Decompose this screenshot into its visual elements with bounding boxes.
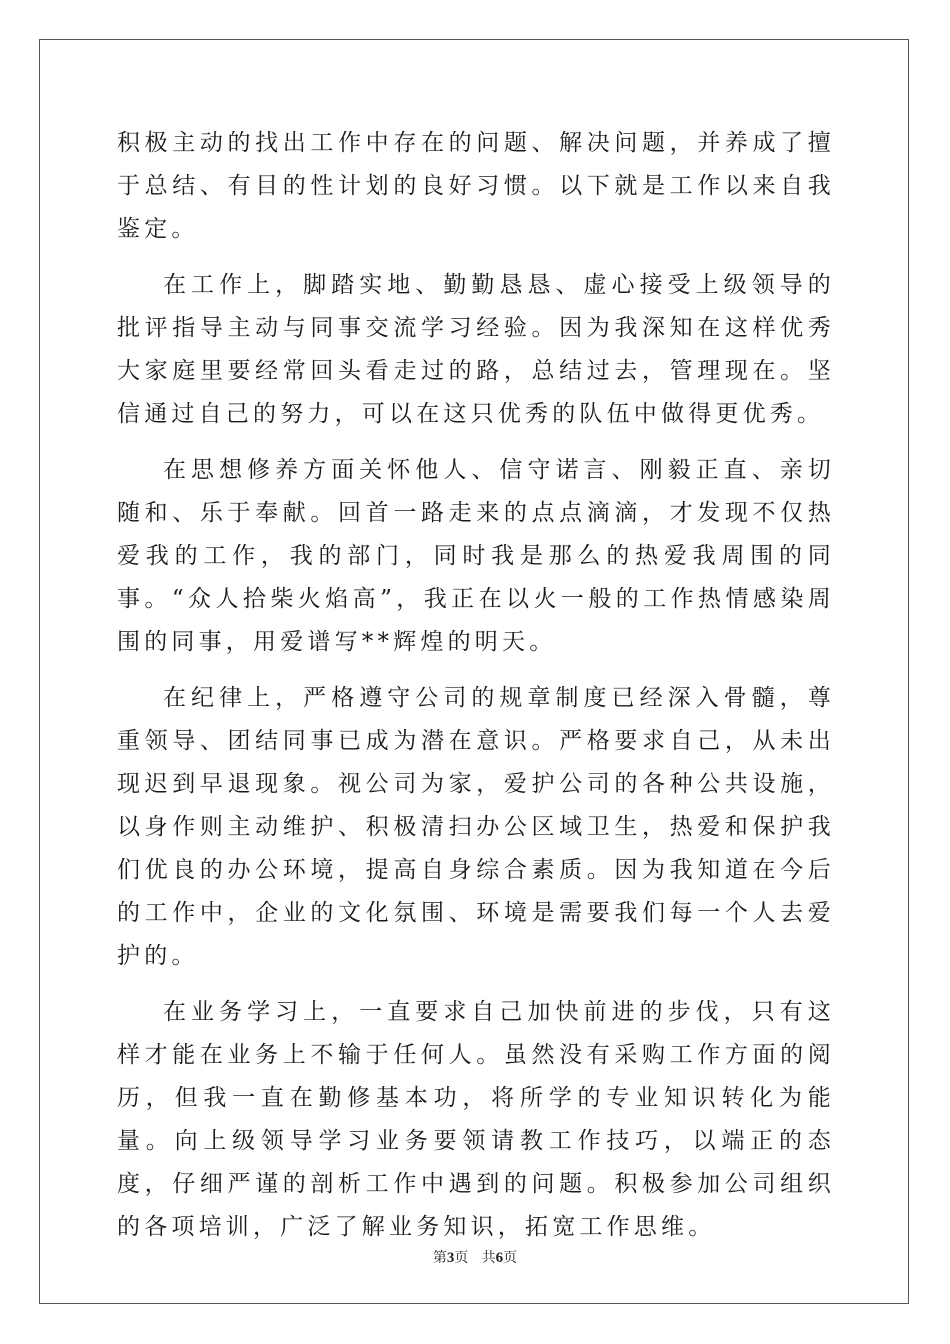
paragraph-1: 积极主动的找出工作中存在的问题、解决问题，并养成了擅于总结、有目的性计划的良好习惯。以下就是工作以来自我鉴定。 [117, 130, 835, 242]
document-body [117, 122, 835, 1262]
paragraph-5: 在业务学习上，一直要求自己加快前进的步伐，只有这样才能在业务上不输于任何人。虽然没有采购工作方面的阅历，但我一直在勤修基本功，将所学的专业知识转化为能量。向上级领导学习业务要领请教工作技巧，以端正的态度，仔细严谨的剖析工作中遇到的问题。积极参加公司组织的各项培训，广泛了解业务知识，拓宽工作思维。 [117, 999, 835, 1240]
page-prefix: 第 [432, 1250, 447, 1266]
total-prefix: 共 [481, 1250, 496, 1266]
total-pages: 6 [495, 1250, 504, 1266]
paragraph-2: 在工作上，脚踏实地、勤勤恳恳、虚心接受上级领导的批评指导主动与同事交流学习经验。因为我深知在这样优秀大家庭里要经常回头看走过的路，总结过去，管理现在。坚信通过自己的努力，可以在这只优秀的队伍中做得更优秀。 [117, 272, 835, 427]
total-suffix: 页 [503, 1250, 518, 1266]
paragraph-3: 在思想修养方面关怀他人、信守诺言、刚毅正直、亲切随和、乐于奉献。回首一路走来的点点滴滴，才发现不仅热爱我的工作，我的部门，同时我是那么的热爱我周围的同事。“众人拾柴火焰高”，我正在以火一般的工作热情感染周围的同事，用爱谱写**辉煌的明天。 [117, 457, 835, 655]
page-number: 3 [446, 1250, 455, 1266]
paragraph-4: 在纪律上，严格遵守公司的规章制度已经深入骨髓，尊重领导、团结同事已成为潜在意识。严格要求自己，从未出现迟到早退现象。视公司为家，爱护公司的各种公共设施，以身作则主动维护、积极清扫办公区域卫生，热爱和保护我们优良的办公环境，提高自身综合素质。因为我知道在今后的工作中，企业的文化氛围、环境是需要我们每一个人去爱护的。 [117, 685, 835, 969]
page-suffix: 页 [454, 1250, 469, 1266]
page-footer [0, 1247, 950, 1267]
